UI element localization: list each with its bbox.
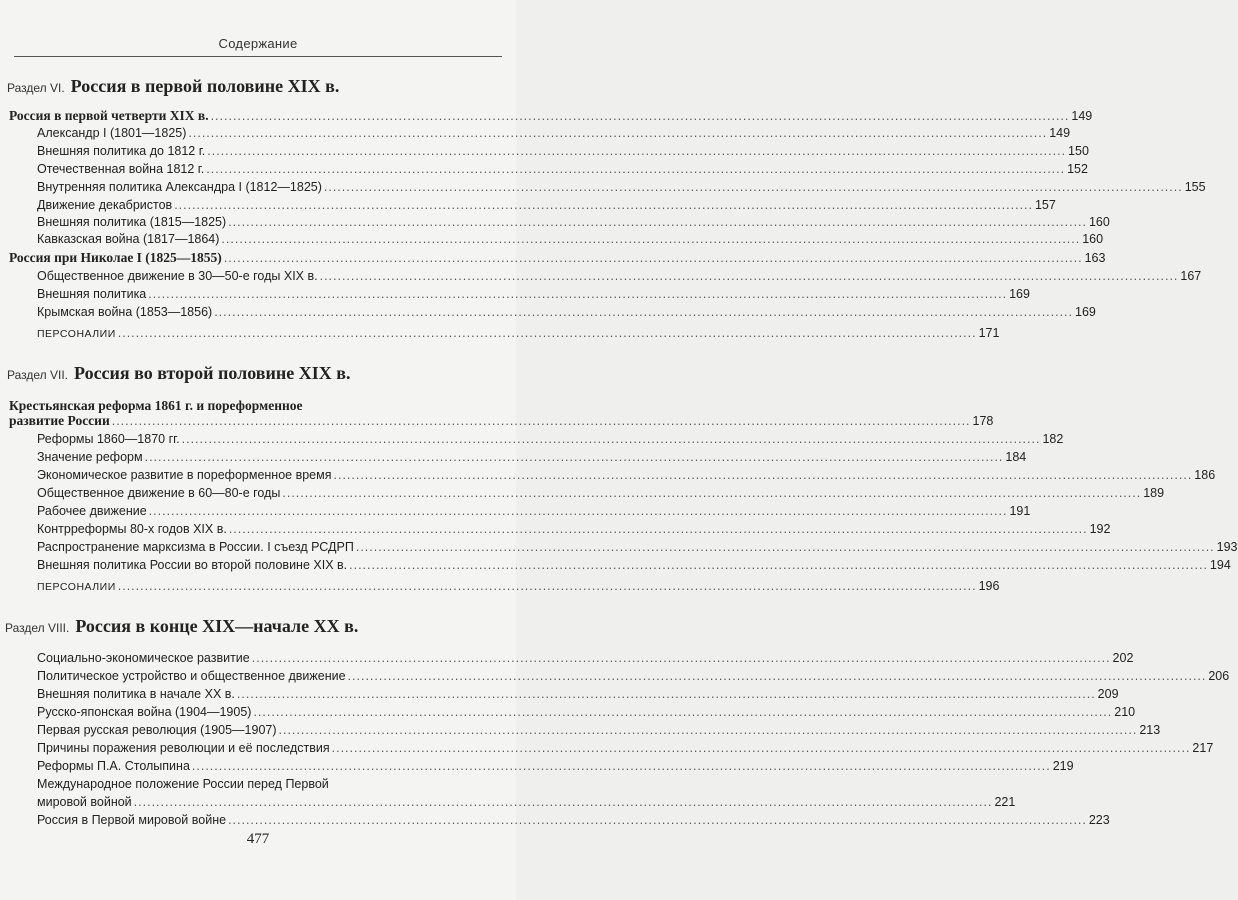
- personalia-title: ПЕРСОНАЛИИ: [37, 328, 116, 340]
- toc-entry[interactable]: [37, 650, 1134, 666]
- entry-title: Общественное движение в 30—50-е годы XIX в.: [37, 269, 318, 283]
- page-number: 149: [1049, 126, 1071, 140]
- personalia-title: ПЕРСОНАЛИИ: [37, 581, 116, 593]
- toc-entry[interactable]: [37, 268, 1202, 284]
- page-number: 157: [1034, 198, 1056, 212]
- page-number: 221: [994, 795, 1016, 809]
- leader-dots: ................................................................................................................................................................................................: [228, 813, 1087, 827]
- toc-entry[interactable]: [37, 286, 1030, 302]
- entry-title: Внутренняя политика Александра I (1812—1825): [37, 180, 322, 194]
- section-title: Россия во второй половине XIX в.: [74, 363, 351, 383]
- leader-dots: ................................................................................................................................................................................................: [144, 450, 1004, 464]
- page-folio: 477: [246, 831, 270, 847]
- entry-title: Реформы П.А. Столыпина: [37, 759, 190, 773]
- chapter-title: развитие России: [9, 413, 110, 428]
- entry-title: Распространение марксизма в России. I съезд РСДРП: [37, 540, 354, 554]
- page-number: 169: [1075, 305, 1096, 319]
- leader-dots: ................................................................................................................................................................................................: [323, 180, 1183, 194]
- entry-title: Реформы 1860—1870 гг.: [37, 432, 180, 446]
- toc-personalia[interactable]: [37, 578, 1000, 594]
- toc-entry[interactable]: [37, 161, 1088, 177]
- toc-entry[interactable]: [37, 214, 1110, 230]
- toc-entry[interactable]: [37, 740, 1214, 756]
- section-7-heading: [7, 364, 506, 383]
- page-number: 152: [1067, 162, 1088, 176]
- leader-dots: ................................................................................................................................................................................................: [111, 414, 971, 428]
- page-number: 178: [972, 414, 994, 428]
- toc-chapter[interactable]: [9, 108, 1093, 124]
- leader-dots: ................................................................................................................................................................................................: [148, 287, 1008, 301]
- entry-title: Внешняя политика до 1812 г.: [37, 144, 206, 158]
- toc-entry[interactable]: [37, 812, 1110, 828]
- page-number: 184: [1005, 450, 1027, 464]
- toc-entry[interactable]: [37, 503, 1031, 519]
- entry-title: Внешняя политика: [37, 287, 147, 301]
- page-number: 189: [1143, 486, 1165, 500]
- page-number: 192: [1089, 522, 1111, 536]
- entry-title: Внешняя политика (1815—1825): [37, 215, 227, 229]
- entry-title: мировой войной: [37, 795, 132, 809]
- entry-title: Русско-японская война (1904—1905): [37, 705, 252, 719]
- toc-entry[interactable]: [37, 231, 1104, 247]
- toc-entry[interactable]: [37, 431, 1064, 447]
- toc-chapter[interactable]: [9, 250, 1106, 266]
- page-number: 194: [1209, 558, 1231, 572]
- page-number: 163: [1084, 251, 1106, 265]
- toc-entry[interactable]: [37, 686, 1119, 702]
- page-number: 171: [978, 326, 1000, 340]
- section-title: Россия в конце XIX—начале XX в.: [75, 616, 359, 636]
- leader-dots: ................................................................................................................................................................................................: [188, 126, 1048, 140]
- toc-entry[interactable]: [37, 521, 1111, 537]
- toc-entry[interactable]: [37, 143, 1089, 159]
- toc-entry-line1[interactable]: Международное положение России перед Первой: [37, 777, 329, 791]
- page-number: 149: [1071, 109, 1093, 123]
- section-8-heading: [5, 617, 506, 636]
- toc-chapter[interactable]: [9, 413, 994, 429]
- entry-title: Внешняя политика России во второй половине XIX в.: [37, 558, 348, 572]
- entry-title: Внешняя политика в начале XX в.: [37, 687, 235, 701]
- leader-dots: ................................................................................................................................................................................................: [228, 522, 1088, 536]
- toc-entry[interactable]: [37, 758, 1074, 774]
- section-label: Раздел VI.: [7, 81, 65, 95]
- section-label: Раздел VIII.: [5, 621, 70, 635]
- leader-dots: ................................................................................................................................................................................................: [228, 215, 1087, 229]
- page-number: 219: [1052, 759, 1074, 773]
- leader-dots: ................................................................................................................................................................................................: [206, 162, 1066, 176]
- entry-title: Кавказская война (1817—1864): [37, 232, 220, 246]
- leader-dots: ................................................................................................................................................................................................: [331, 741, 1191, 755]
- entry-title: Экономическое развитие в пореформенное время: [37, 468, 332, 482]
- header-rule: [14, 56, 502, 57]
- page-number: 191: [1009, 504, 1031, 518]
- leader-dots: ................................................................................................................................................................................................: [253, 705, 1113, 719]
- chapter-title: Россия при Николае I (1825—1855): [9, 250, 222, 265]
- leader-dots: ................................................................................................................................................................................................: [282, 486, 1142, 500]
- leader-dots: ................................................................................................................................................................................................: [148, 504, 1008, 518]
- entry-title: Социально-экономическое развитие: [37, 651, 250, 665]
- entry-title: Александр I (1801—1825): [37, 126, 187, 140]
- toc-entry[interactable]: [37, 704, 1136, 720]
- toc-entry[interactable]: [37, 467, 1216, 483]
- leader-dots: ................................................................................................................................................................................................: [251, 651, 1111, 665]
- leader-dots: ................................................................................................................................................................................................: [181, 432, 1041, 446]
- page-number: 202: [1112, 651, 1134, 665]
- leader-dots: ................................................................................................................................................................................................: [117, 326, 977, 340]
- page-number: 167: [1180, 269, 1202, 283]
- entry-title: Значение реформ: [37, 450, 143, 464]
- page-number: 182: [1042, 432, 1064, 446]
- entry-title: Причины поражения революции и её последствия: [37, 741, 330, 755]
- toc-entry[interactable]: [37, 668, 1230, 684]
- page-number: 155: [1184, 180, 1206, 194]
- page-number: 150: [1068, 144, 1089, 158]
- leader-dots: ................................................................................................................................................................................................: [236, 687, 1096, 701]
- leader-dots: ................................................................................................................................................................................................: [347, 669, 1207, 683]
- leader-dots: ................................................................................................................................................................................................: [210, 109, 1070, 123]
- leader-dots: ................................................................................................................................................................................................: [221, 232, 1081, 246]
- page-number: 223: [1088, 813, 1110, 827]
- leader-dots: ................................................................................................................................................................................................: [223, 251, 1083, 265]
- entry-title: Отечественная война 1812 г.: [37, 162, 205, 176]
- toc-entry[interactable]: [37, 794, 1016, 810]
- entry-title: Политическое устройство и общественное движение: [37, 669, 346, 683]
- entry-title: Рабочее движение: [37, 504, 147, 518]
- leader-dots: ................................................................................................................................................................................................: [174, 198, 1033, 212]
- running-head: Содержание: [218, 36, 298, 51]
- leader-dots: ................................................................................................................................................................................................: [117, 579, 977, 593]
- entry-title: Движение декабристов: [37, 198, 173, 212]
- leader-dots: ................................................................................................................................................................................................: [349, 558, 1208, 572]
- leader-dots: ................................................................................................................................................................................................: [355, 540, 1215, 554]
- leader-dots: ................................................................................................................................................................................................: [278, 723, 1138, 737]
- leader-dots: ................................................................................................................................................................................................: [319, 269, 1179, 283]
- page-number: 213: [1139, 723, 1161, 737]
- toc-entry[interactable]: [37, 197, 1056, 213]
- page-number: 160: [1082, 232, 1104, 246]
- page-number: 217: [1192, 741, 1214, 755]
- toc-entry[interactable]: [37, 179, 1206, 195]
- toc-entry[interactable]: [37, 125, 1071, 141]
- page-number: 160: [1088, 215, 1110, 229]
- toc-entry[interactable]: [37, 485, 1165, 501]
- page-number: 206: [1208, 669, 1230, 683]
- leader-dots: ................................................................................................................................................................................................: [207, 144, 1067, 158]
- section-title: Россия в первой половине XIX в.: [70, 76, 340, 96]
- entry-title: Крымская война (1853—1856): [37, 305, 213, 319]
- toc-entry[interactable]: [37, 557, 1231, 573]
- page-number: 186: [1194, 468, 1216, 482]
- section-label: Раздел VII.: [7, 368, 69, 382]
- page-number: 210: [1114, 705, 1136, 719]
- leader-dots: ................................................................................................................................................................................................: [333, 468, 1193, 482]
- toc-entry[interactable]: [37, 722, 1161, 738]
- page-number: 196: [978, 579, 1000, 593]
- toc-entry[interactable]: [37, 539, 1238, 555]
- toc-chapter-line1[interactable]: Крестьянская реформа 1861 г. и пореформенное: [9, 398, 303, 413]
- entry-title: Контрреформы 80-х годов XIX в.: [37, 522, 227, 536]
- page-number: 169: [1009, 287, 1030, 301]
- page-number: 193: [1216, 540, 1238, 554]
- toc-personalia[interactable]: [37, 325, 1000, 341]
- entry-title: Россия в Первой мировой войне: [37, 813, 227, 827]
- section-6-heading: [7, 77, 506, 96]
- leader-dots: ................................................................................................................................................................................................: [133, 795, 993, 809]
- entry-title: Первая русская революция (1905—1907): [37, 723, 277, 737]
- toc-entry[interactable]: [37, 304, 1096, 320]
- toc-entry[interactable]: [37, 449, 1027, 465]
- leader-dots: ................................................................................................................................................................................................: [214, 305, 1073, 319]
- chapter-title: Россия в первой четверти XIX в.: [9, 108, 209, 123]
- entry-title: Общественное движение в 60—80-е годы: [37, 486, 281, 500]
- leader-dots: ................................................................................................................................................................................................: [191, 759, 1051, 773]
- page-number: 209: [1097, 687, 1119, 701]
